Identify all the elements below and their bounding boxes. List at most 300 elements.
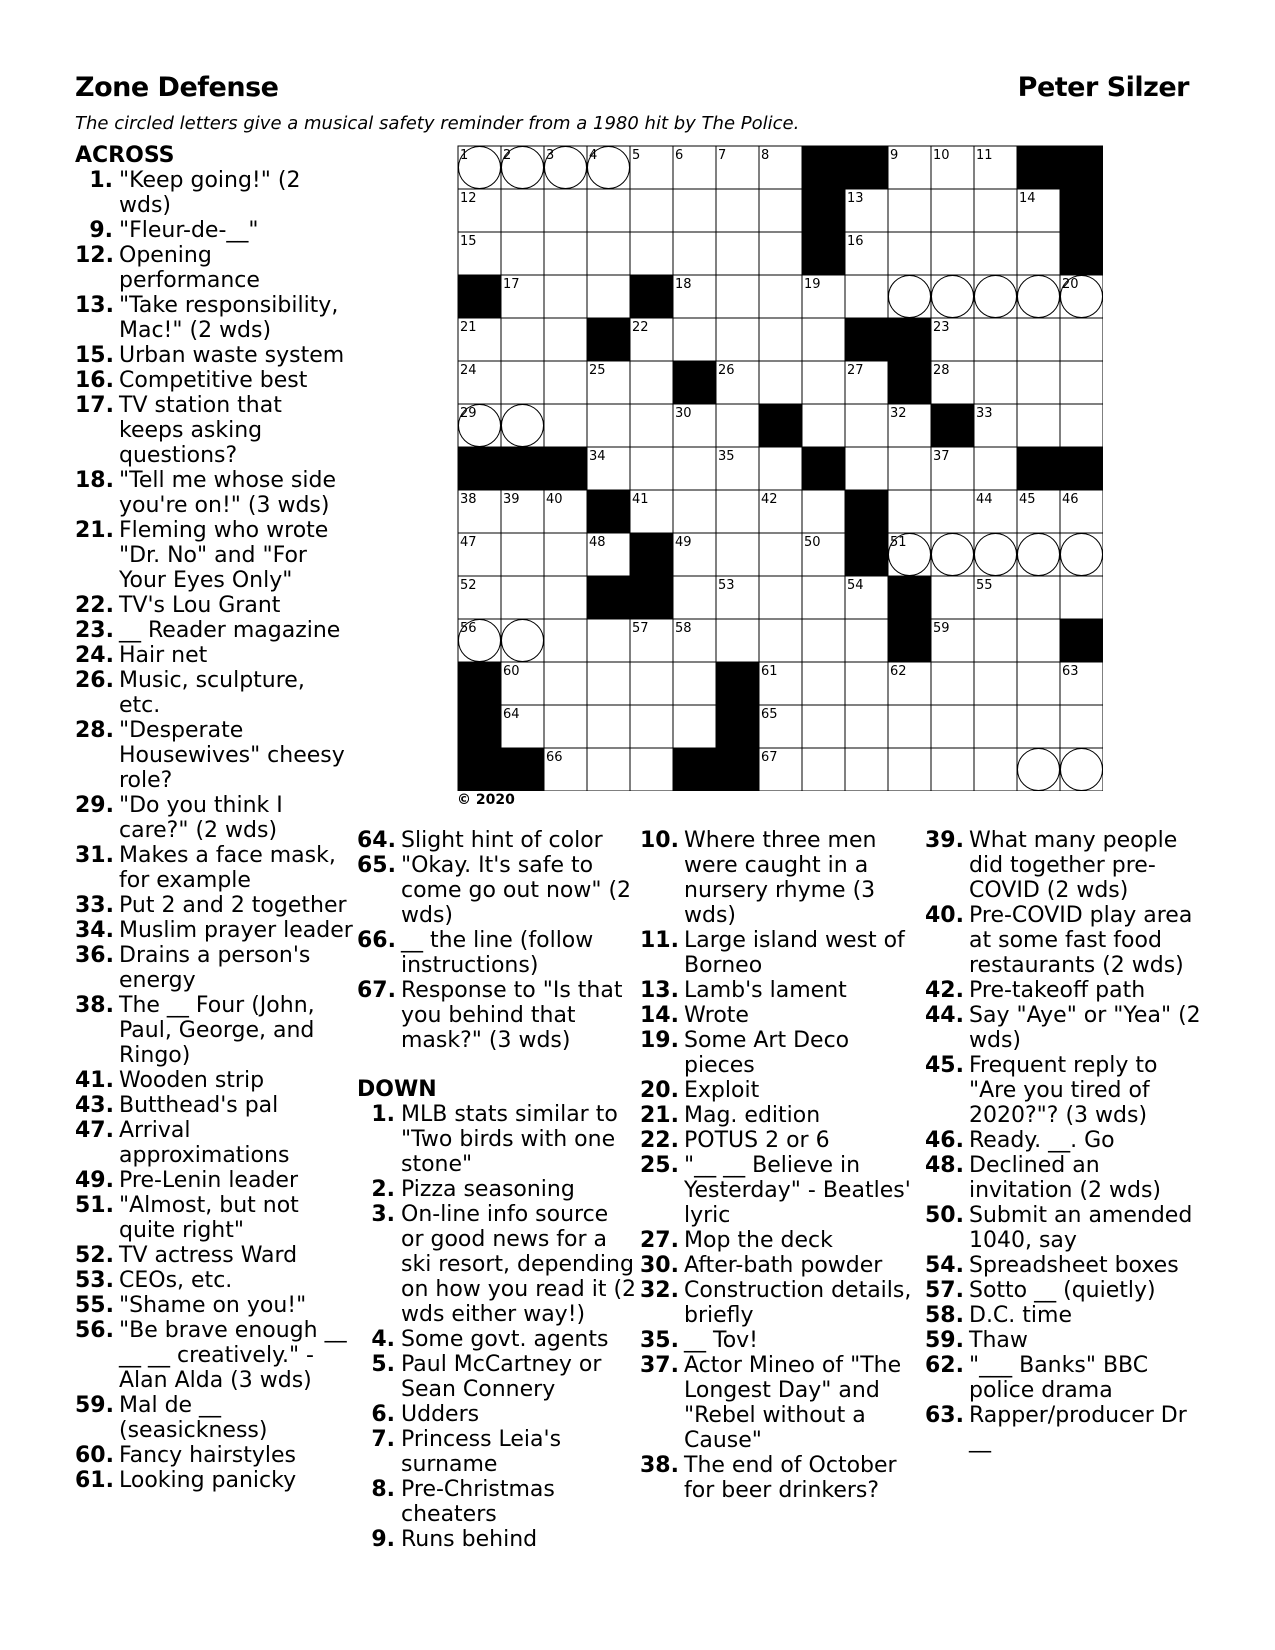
grid-cell[interactable]	[544, 662, 587, 705]
black-square	[673, 361, 716, 404]
clue-text: Music, sculpture, etc.	[119, 668, 305, 718]
clue-text: Pre-COVID play area at some fast food restaurants (2 wds)	[969, 903, 1193, 978]
black-square	[1060, 189, 1103, 232]
grid-cell[interactable]	[888, 447, 931, 490]
grid-cell[interactable]	[544, 705, 587, 748]
across-clue	[75, 1118, 353, 1168]
black-square	[845, 318, 888, 361]
across-clue	[75, 518, 353, 593]
black-square	[458, 662, 501, 705]
grid-cell[interactable]	[759, 275, 802, 318]
black-square	[544, 447, 587, 490]
grid-cell[interactable]	[931, 705, 974, 748]
grid-cell[interactable]	[845, 705, 888, 748]
clue-text: Where three men were caught in a nursery rhyme (3 wds)	[684, 828, 877, 928]
grid-cell[interactable]	[1060, 705, 1103, 748]
black-square	[458, 705, 501, 748]
grid-cell[interactable]	[888, 232, 931, 275]
cell-number: 1	[460, 148, 469, 163]
cell-number: 22	[632, 320, 649, 335]
grid-cell[interactable]	[845, 447, 888, 490]
clue-number: 14.	[640, 1003, 679, 1028]
clue-text: TV station that keeps asking questions?	[119, 393, 282, 468]
grid-cell[interactable]	[845, 404, 888, 447]
clue-text: TV's Lou Grant	[119, 593, 281, 618]
grid-cell[interactable]	[845, 619, 888, 662]
across-clue	[75, 718, 353, 793]
across-clue	[357, 853, 637, 928]
clue-number: 44.	[925, 1003, 964, 1028]
grid-cell[interactable]	[544, 404, 587, 447]
across-clue	[75, 1243, 353, 1268]
clue-text: "Be brave enough __ __ __ creatively." - Alan Alda (3 wds)	[119, 1318, 347, 1393]
down-clue	[357, 1477, 637, 1527]
cell-number: 60	[503, 664, 520, 679]
across-clue	[75, 243, 353, 293]
grid-cell[interactable]	[673, 189, 716, 232]
cell-number: 66	[546, 750, 563, 765]
cell-number: 55	[976, 578, 993, 593]
grid-cell[interactable]	[845, 748, 888, 791]
grid-cell[interactable]	[587, 404, 630, 447]
grid-cell[interactable]	[544, 576, 587, 619]
clue-number: 38.	[640, 1453, 679, 1478]
cell-number: 10	[933, 148, 950, 163]
clue-text: "Take responsibility, Mac!" (2 wds)	[119, 293, 339, 343]
grid-cell[interactable]	[673, 318, 716, 361]
across-clue	[75, 993, 353, 1068]
grid-cell[interactable]	[587, 748, 630, 791]
down-clue	[640, 1253, 920, 1278]
grid-cell[interactable]	[888, 705, 931, 748]
grid-cell[interactable]	[974, 318, 1017, 361]
down-clue	[925, 1403, 1209, 1453]
grid-cell[interactable]	[716, 490, 759, 533]
grid-cell[interactable]	[1017, 232, 1060, 275]
grid-cell[interactable]	[673, 232, 716, 275]
clue-text: Wrote	[684, 1003, 749, 1028]
cell-number: 25	[589, 363, 606, 378]
clue-number: 11.	[640, 928, 679, 953]
clue-text: Submit an amended 1040, say	[969, 1203, 1193, 1253]
grid-cell[interactable]	[1017, 576, 1060, 619]
grid-cell[interactable]	[759, 318, 802, 361]
clue-number: 35.	[640, 1328, 679, 1353]
grid-cell[interactable]	[630, 748, 673, 791]
clue-text: Competitive best	[119, 368, 308, 393]
clue-text: Some Art Deco pieces	[684, 1028, 850, 1078]
grid-cell[interactable]	[759, 361, 802, 404]
grid-cell[interactable]	[931, 662, 974, 705]
clue-column-1	[75, 143, 353, 1493]
clue-text: Slight hint of color	[401, 828, 603, 853]
grid-cell[interactable]	[974, 662, 1017, 705]
grid-cell[interactable]	[630, 189, 673, 232]
clue-number: 29.	[75, 793, 114, 818]
clue-number: 57.	[925, 1278, 964, 1303]
grid-cell[interactable]	[845, 275, 888, 318]
clue-text: Opening performance	[119, 243, 260, 293]
cell-number: 6	[675, 148, 684, 163]
clue-number: 13.	[75, 293, 114, 318]
cell-number: 14	[1019, 191, 1036, 206]
down-clue	[640, 828, 920, 928]
grid-cell[interactable]	[1017, 318, 1060, 361]
grid-cell[interactable]	[759, 189, 802, 232]
cell-number: 64	[503, 707, 520, 722]
black-square	[501, 748, 544, 791]
cell-number: 21	[460, 320, 477, 335]
clue-text: Mop the deck	[684, 1228, 833, 1253]
grid-cell[interactable]	[544, 232, 587, 275]
grid-cell[interactable]	[759, 619, 802, 662]
cell-number: 39	[503, 492, 520, 507]
grid-cell[interactable]	[1060, 404, 1103, 447]
clue-column-2	[357, 828, 637, 1552]
cell-number: 51	[890, 535, 907, 550]
grid-cell[interactable]	[630, 404, 673, 447]
clue-text: Mag. edition	[684, 1103, 821, 1128]
cell-number: 20	[1062, 277, 1079, 292]
clue-number: 28.	[75, 718, 114, 743]
clue-text: On-line info source or good news for a ski resort, depending on how you read it (2 wds either way!)	[401, 1202, 637, 1327]
cell-number: 13	[847, 191, 864, 206]
grid-cell[interactable]	[759, 447, 802, 490]
grid-cell[interactable]	[544, 361, 587, 404]
grid-cell[interactable]	[802, 361, 845, 404]
clue-text: After-bath powder	[684, 1253, 883, 1278]
clue-number: 26.	[75, 668, 114, 693]
grid-cell[interactable]	[759, 576, 802, 619]
grid-cell[interactable]	[544, 533, 587, 576]
grid-cell[interactable]	[931, 189, 974, 232]
clue-text: Frequent reply to "Are you tired of 2020?"? (3 wds)	[969, 1053, 1158, 1128]
grid-cell[interactable]	[888, 189, 931, 232]
clue-number: 15.	[75, 343, 114, 368]
clue-number: 40.	[925, 903, 964, 928]
clue-text: Hair net	[119, 643, 208, 668]
down-clue	[357, 1327, 637, 1352]
grid-cell[interactable]	[1017, 404, 1060, 447]
grid-cell[interactable]	[1017, 705, 1060, 748]
clue-number: 51.	[75, 1193, 114, 1218]
puzzle-title: Zone Defense	[75, 72, 279, 103]
grid-cell[interactable]	[587, 662, 630, 705]
grid-cell[interactable]	[974, 705, 1017, 748]
clue-number: 20.	[640, 1078, 679, 1103]
black-square	[1060, 447, 1103, 490]
grid-cell[interactable]	[716, 533, 759, 576]
clue-number: 16.	[75, 368, 114, 393]
across-clue	[75, 918, 353, 943]
grid-cell[interactable]	[845, 662, 888, 705]
clue-text: Response to "Is that you behind that mask?" (3 wds)	[401, 978, 623, 1053]
grid-cell[interactable]	[673, 490, 716, 533]
grid-cell[interactable]	[716, 619, 759, 662]
grid-cell[interactable]	[501, 576, 544, 619]
grid-cell[interactable]	[974, 748, 1017, 791]
grid-cell[interactable]	[759, 533, 802, 576]
grid-cell[interactable]	[587, 232, 630, 275]
grid-cell[interactable]	[630, 662, 673, 705]
clue-text: D.C. time	[969, 1303, 1072, 1328]
clue-number: 39.	[925, 828, 964, 853]
grid-cell[interactable]	[501, 318, 544, 361]
black-square	[630, 576, 673, 619]
grid-cell[interactable]	[501, 232, 544, 275]
clue-text: Pre-takeoff path	[969, 978, 1146, 1003]
clue-number: 43.	[75, 1093, 114, 1118]
clue-number: 55.	[75, 1293, 114, 1318]
cell-number: 8	[761, 148, 770, 163]
across-clue	[75, 218, 353, 243]
black-square	[759, 404, 802, 447]
across-heading: ACROSS	[75, 143, 175, 168]
cell-number: 11	[976, 148, 993, 163]
clue-text: __ Reader magazine	[119, 618, 341, 643]
down-clue	[925, 1203, 1209, 1253]
grid-cell[interactable]	[974, 189, 1017, 232]
down-clue	[357, 1427, 637, 1477]
grid-cell[interactable]	[1060, 361, 1103, 404]
down-clue	[640, 1328, 920, 1353]
clue-text: Ready. __. Go	[969, 1128, 1115, 1153]
grid-cell[interactable]	[802, 619, 845, 662]
cell-number: 54	[847, 578, 864, 593]
cell-number: 23	[933, 320, 950, 335]
grid-cell[interactable]	[931, 576, 974, 619]
grid-cell[interactable]	[974, 232, 1017, 275]
down-clue	[925, 1053, 1209, 1128]
grid-cell[interactable]	[544, 275, 587, 318]
across-clue	[75, 368, 353, 393]
clue-number: 63.	[925, 1403, 964, 1428]
down-clue	[357, 1352, 637, 1402]
clue-text: "Desperate Housewives" cheesy role?	[119, 718, 345, 793]
cell-number: 41	[632, 492, 649, 507]
clue-text: Princess Leia's surname	[401, 1427, 562, 1477]
grid-cell[interactable]	[673, 662, 716, 705]
cell-number: 33	[976, 406, 993, 421]
clue-text: Pre-Christmas cheaters	[401, 1477, 555, 1527]
grid-cell[interactable]	[716, 189, 759, 232]
down-clue	[357, 1177, 637, 1202]
grid-cell[interactable]	[1017, 662, 1060, 705]
clue-text: Fleming who wrote "Dr. No" and "For Your Eyes Only"	[119, 518, 329, 593]
cell-number: 58	[675, 621, 692, 636]
grid-cell[interactable]	[587, 275, 630, 318]
across-clue	[75, 1093, 353, 1118]
grid-cell[interactable]	[544, 318, 587, 361]
grid-cell[interactable]	[1017, 361, 1060, 404]
grid-cell[interactable]	[802, 662, 845, 705]
black-square	[716, 705, 759, 748]
clue-number: 41.	[75, 1068, 114, 1093]
across-clue	[75, 1293, 353, 1318]
black-square	[1060, 619, 1103, 662]
black-square	[1060, 232, 1103, 275]
down-clue	[640, 978, 920, 1003]
cell-number: 2	[503, 148, 512, 163]
grid-cell[interactable]	[931, 748, 974, 791]
clue-number: 1.	[371, 1102, 395, 1127]
grid-cell[interactable]	[630, 705, 673, 748]
across-clue	[75, 1443, 353, 1468]
clue-number: 47.	[75, 1118, 114, 1143]
clue-number: 59.	[925, 1328, 964, 1353]
cell-number: 35	[718, 449, 735, 464]
clue-text: Urban waste system	[119, 343, 345, 368]
grid-cell[interactable]	[501, 361, 544, 404]
grid-cell[interactable]	[630, 447, 673, 490]
clue-number: 52.	[75, 1243, 114, 1268]
cell-number: 45	[1019, 492, 1036, 507]
grid-cell[interactable]	[1017, 619, 1060, 662]
grid-cell[interactable]	[802, 576, 845, 619]
black-square	[845, 146, 888, 189]
grid-cell[interactable]	[673, 447, 716, 490]
clue-number: 58.	[925, 1303, 964, 1328]
clue-text: Actor Mineo of "The Longest Day" and "Rebel without a Cause"	[684, 1353, 902, 1453]
clue-text: POTUS 2 or 6	[684, 1128, 830, 1153]
grid-cell[interactable]	[630, 232, 673, 275]
clue-number: 24.	[75, 643, 114, 668]
clue-number: 10.	[640, 828, 679, 853]
across-clue	[75, 618, 353, 643]
grid-cell[interactable]	[716, 404, 759, 447]
clue-number: 56.	[75, 1318, 114, 1343]
across-clue	[75, 843, 353, 893]
cell-number: 27	[847, 363, 864, 378]
grid-cell[interactable]	[802, 490, 845, 533]
clue-text: Drains a person's energy	[119, 943, 311, 993]
grid-cell[interactable]	[931, 490, 974, 533]
clue-number: 12.	[75, 243, 114, 268]
down-clue	[640, 1128, 920, 1153]
grid-cell[interactable]	[802, 404, 845, 447]
grid-cell[interactable]	[759, 232, 802, 275]
grid-cell[interactable]	[1060, 576, 1103, 619]
clue-number: 19.	[640, 1028, 679, 1053]
cell-number: 44	[976, 492, 993, 507]
grid-cell[interactable]	[1060, 318, 1103, 361]
clue-number: 66.	[357, 928, 396, 953]
clue-number: 53.	[75, 1268, 114, 1293]
clue-text: "Tell me whose side you're on!" (3 wds)	[119, 468, 336, 518]
grid-cell[interactable]	[974, 447, 1017, 490]
cell-number: 30	[675, 406, 692, 421]
grid-cell[interactable]	[673, 705, 716, 748]
clue-text: Butthead's pal	[119, 1093, 279, 1118]
cell-number: 15	[460, 234, 477, 249]
down-clue	[925, 903, 1209, 978]
grid-cell[interactable]	[587, 619, 630, 662]
grid-cell[interactable]	[974, 361, 1017, 404]
grid-cell[interactable]	[716, 318, 759, 361]
grid-cell[interactable]	[501, 189, 544, 232]
clue-number: 42.	[925, 978, 964, 1003]
clue-text: Looking panicky	[119, 1468, 297, 1493]
clue-number: 21.	[640, 1103, 679, 1128]
clue-text: Muslim prayer leader	[119, 918, 353, 943]
grid-cell[interactable]	[802, 705, 845, 748]
black-square	[931, 404, 974, 447]
down-clue	[640, 1003, 920, 1028]
black-square	[458, 275, 501, 318]
grid-cell[interactable]	[544, 619, 587, 662]
black-square	[802, 146, 845, 189]
black-square	[802, 447, 845, 490]
cell-number: 56	[460, 621, 477, 636]
down-clue	[925, 1153, 1209, 1203]
across-clue	[75, 1268, 353, 1293]
grid-cell[interactable]	[888, 748, 931, 791]
clue-text: Declined an invitation (2 wds)	[969, 1153, 1162, 1203]
grid-cell[interactable]	[544, 189, 587, 232]
black-square	[802, 189, 845, 232]
cell-number: 5	[632, 148, 641, 163]
clue-number: 18.	[75, 468, 114, 493]
clue-number: 37.	[640, 1353, 679, 1378]
black-square	[630, 275, 673, 318]
clue-number: 33.	[75, 893, 114, 918]
grid-cell[interactable]	[716, 232, 759, 275]
black-square	[888, 576, 931, 619]
black-square	[802, 232, 845, 275]
cell-number: 61	[761, 664, 778, 679]
grid-cell[interactable]	[716, 275, 759, 318]
down-clue	[640, 1153, 920, 1228]
grid-cell[interactable]	[974, 619, 1017, 662]
grid-cell[interactable]	[501, 533, 544, 576]
clue-number: 31.	[75, 843, 114, 868]
cell-number: 53	[718, 578, 735, 593]
clue-text: TV actress Ward	[119, 1243, 298, 1268]
clue-text: Runs behind	[401, 1527, 538, 1552]
black-square	[888, 361, 931, 404]
down-clue	[357, 1402, 637, 1427]
grid-cell[interactable]	[888, 490, 931, 533]
cell-number: 37	[933, 449, 950, 464]
grid-cell[interactable]	[931, 232, 974, 275]
copyright-notice: © 2020	[457, 792, 515, 808]
clue-number: 9.	[371, 1527, 395, 1552]
clue-number: 9.	[89, 218, 113, 243]
clue-text: MLB stats similar to "Two birds with one stone"	[401, 1102, 618, 1177]
clue-number: 61.	[75, 1468, 114, 1493]
down-clue	[925, 1328, 1209, 1353]
grid-cell[interactable]	[587, 189, 630, 232]
across-clue	[75, 943, 353, 993]
grid-cell[interactable]	[673, 576, 716, 619]
clue-text: Paul McCartney or Sean Connery	[401, 1352, 602, 1402]
clue-number: 1.	[89, 168, 113, 193]
cell-number: 7	[718, 148, 727, 163]
black-square	[1017, 146, 1060, 189]
down-clue	[357, 1527, 637, 1552]
clue-column-3	[640, 828, 920, 1503]
grid-cell[interactable]	[802, 748, 845, 791]
grid-cell[interactable]	[587, 705, 630, 748]
cell-number: 62	[890, 664, 907, 679]
down-clue	[925, 1278, 1209, 1303]
grid-cell[interactable]	[630, 361, 673, 404]
grid-cell[interactable]	[802, 318, 845, 361]
across-clue	[75, 1193, 353, 1243]
down-clue	[925, 828, 1209, 903]
clue-text: Large island west of Borneo	[684, 928, 905, 978]
cell-number: 38	[460, 492, 477, 507]
